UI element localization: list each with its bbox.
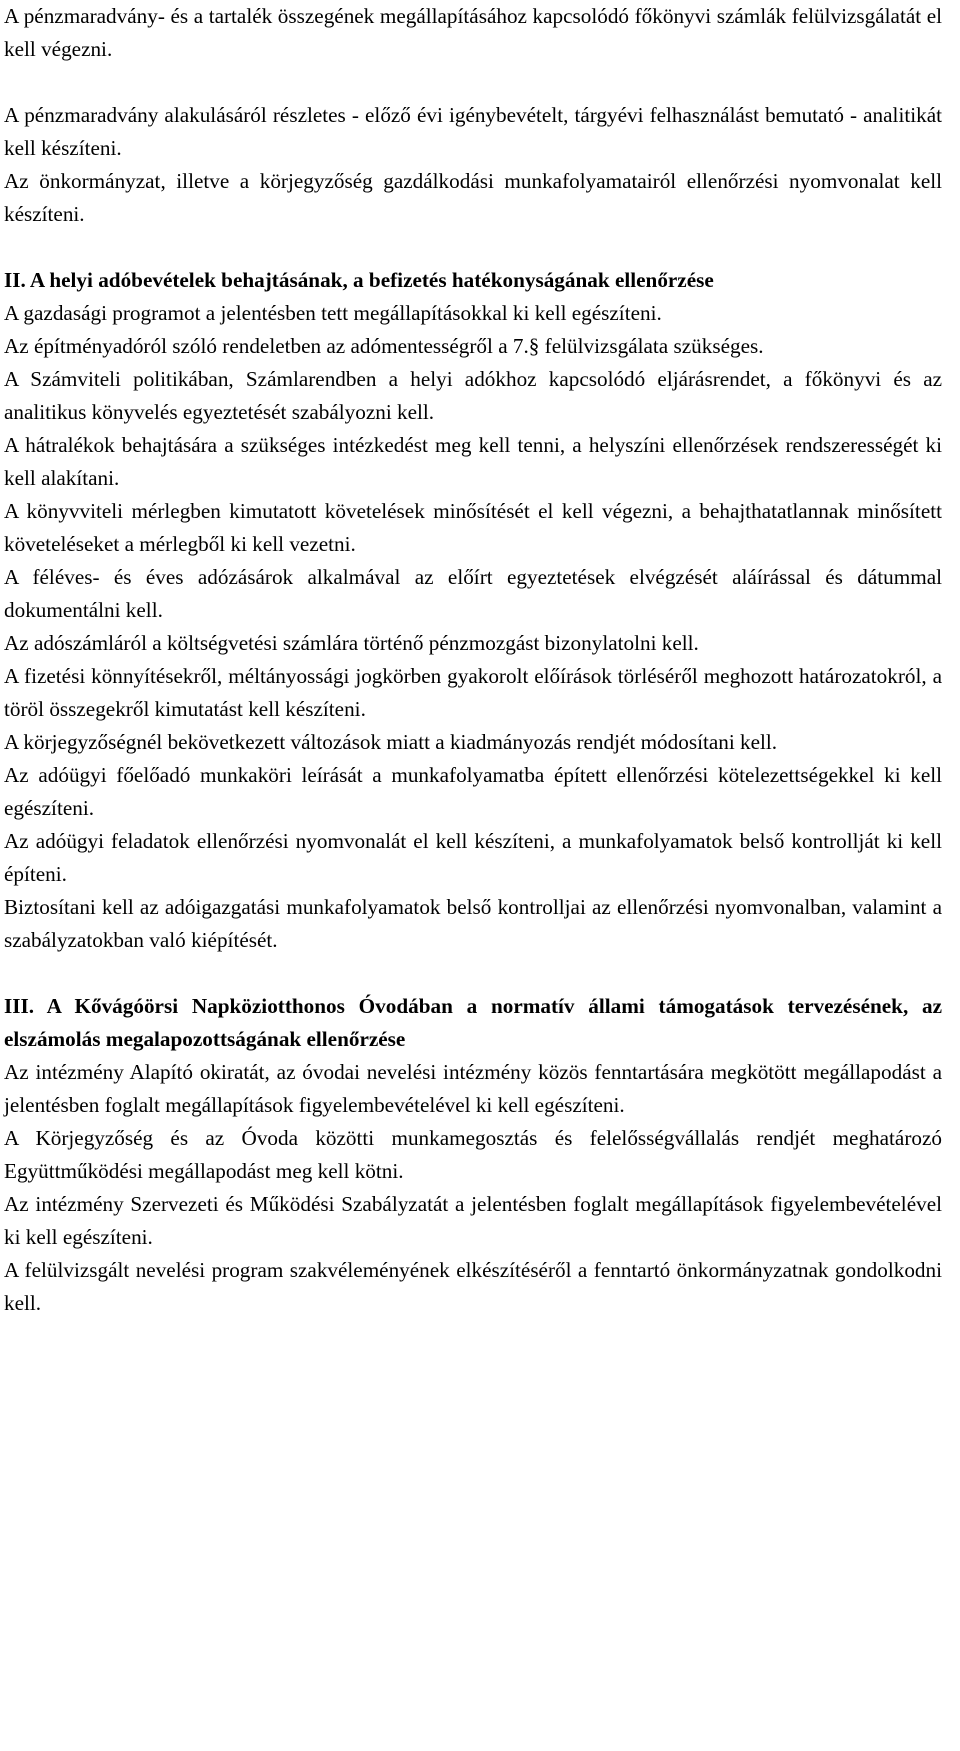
paragraph: A pénzmaradvány- és a tartalék összegének megállapításához kapcsolódó főkönyvi számlák felülvizsgálatát el kell végezni.	[4, 4, 942, 61]
section-heading-3: III. A Kővágóörsi Napköziotthonos Óvodában a normatív állami támogatások tervezésének, az elszámolás megalapozottságának ellenőrzése	[4, 994, 942, 1051]
paragraph: Az intézmény Alapító okiratát, az óvodai nevelési intézmény közös fenntartására megkötött megállapodást a jelentésben foglalt megállapítások figyelembevételével ki kell egészíteni.	[4, 1060, 942, 1117]
spacer	[4, 231, 942, 264]
paragraph: A hátralékok behajtására a szükséges intézkedést meg kell tenni, a helyszíni ellenőrzések rendszerességét ki kell alakítani.	[4, 433, 942, 490]
paragraph: Az adóügyi feladatok ellenőrzési nyomvonalát el kell készíteni, a munkafolyamatok belső kontrollját ki kell építeni.	[4, 829, 942, 886]
paragraph: A gazdasági programot a jelentésben tett megállapításokkal ki kell egészíteni.	[4, 301, 662, 325]
paragraph: Biztosítani kell az adóigazgatási munkafolyamatok belső kontrolljai az ellenőrzési nyomvonalban, valamint a szabályzatokban való kiépítését.	[4, 895, 942, 952]
paragraph: A felülvizsgált nevelési program szakvéleményének elkészítéséről a fenntartó önkormányzatnak gondolkodni kell.	[4, 1258, 942, 1315]
paragraph: A pénzmaradvány alakulásáról részletes - előző évi igénybevételt, tárgyévi felhasználást bemutató - analitikát kell készíteni.	[4, 103, 942, 160]
section-heading-2: II. A helyi adóbevételek behajtásának, a befizetés hatékonyságának ellenőrzése	[4, 268, 714, 292]
paragraph: A féléves- és éves adózásárok alkalmával az előírt egyeztetések elvégzését aláírással és dátummal dokumentálni kell.	[4, 565, 942, 622]
paragraph: A könyvviteli mérlegben kimutatott követelések minősítését el kell végezni, a behajthatatlannak minősített követeléseket a mérlegből ki kell vezetni.	[4, 499, 942, 556]
paragraph: Az önkormányzat, illetve a körjegyzőség gazdálkodási munkafolyamatairól ellenőrzési nyomvonalat kell készíteni.	[4, 169, 942, 226]
paragraph: A fizetési könnyítésekről, méltányossági jogkörben gyakorolt előírások törléséről meghozott határozatokról, a töröl összegekről kimutatást kell készíteni.	[4, 664, 942, 721]
paragraph: A Körjegyzőség és az Óvoda közötti munkamegosztás és felelősségvállalás rendjét meghatározó Együttműködési megállapodást meg kell kötni.	[4, 1126, 942, 1183]
paragraph: A Számviteli politikában, Számlarendben a helyi adókhoz kapcsolódó eljárásrendet, a főkönyvi és az analitikus könyvelés egyeztetését szabályozni kell.	[4, 367, 942, 424]
paragraph: Az adóügyi főelőadó munkaköri leírását a munkafolyamatba épített ellenőrzési kötelezettségekkel ki kell egészíteni.	[4, 763, 942, 820]
paragraph: A körjegyzőségnél bekövetkezett változások miatt a kiadmányozás rendjét módosítani kell.	[4, 730, 778, 754]
paragraph: Az intézmény Szervezeti és Működési Szabályzatát a jelentésben foglalt megállapítások figyelembevételével ki kell egészíteni.	[4, 1192, 942, 1249]
spacer	[4, 66, 942, 99]
paragraph: Az építményadóról szóló rendeletben az adómentességről a 7.§ felülvizsgálata szükséges.	[4, 334, 764, 358]
spacer	[4, 957, 942, 990]
paragraph: Az adószámláról a költségvetési számlára történő pénzmozgást bizonylatolni kell.	[4, 631, 699, 655]
